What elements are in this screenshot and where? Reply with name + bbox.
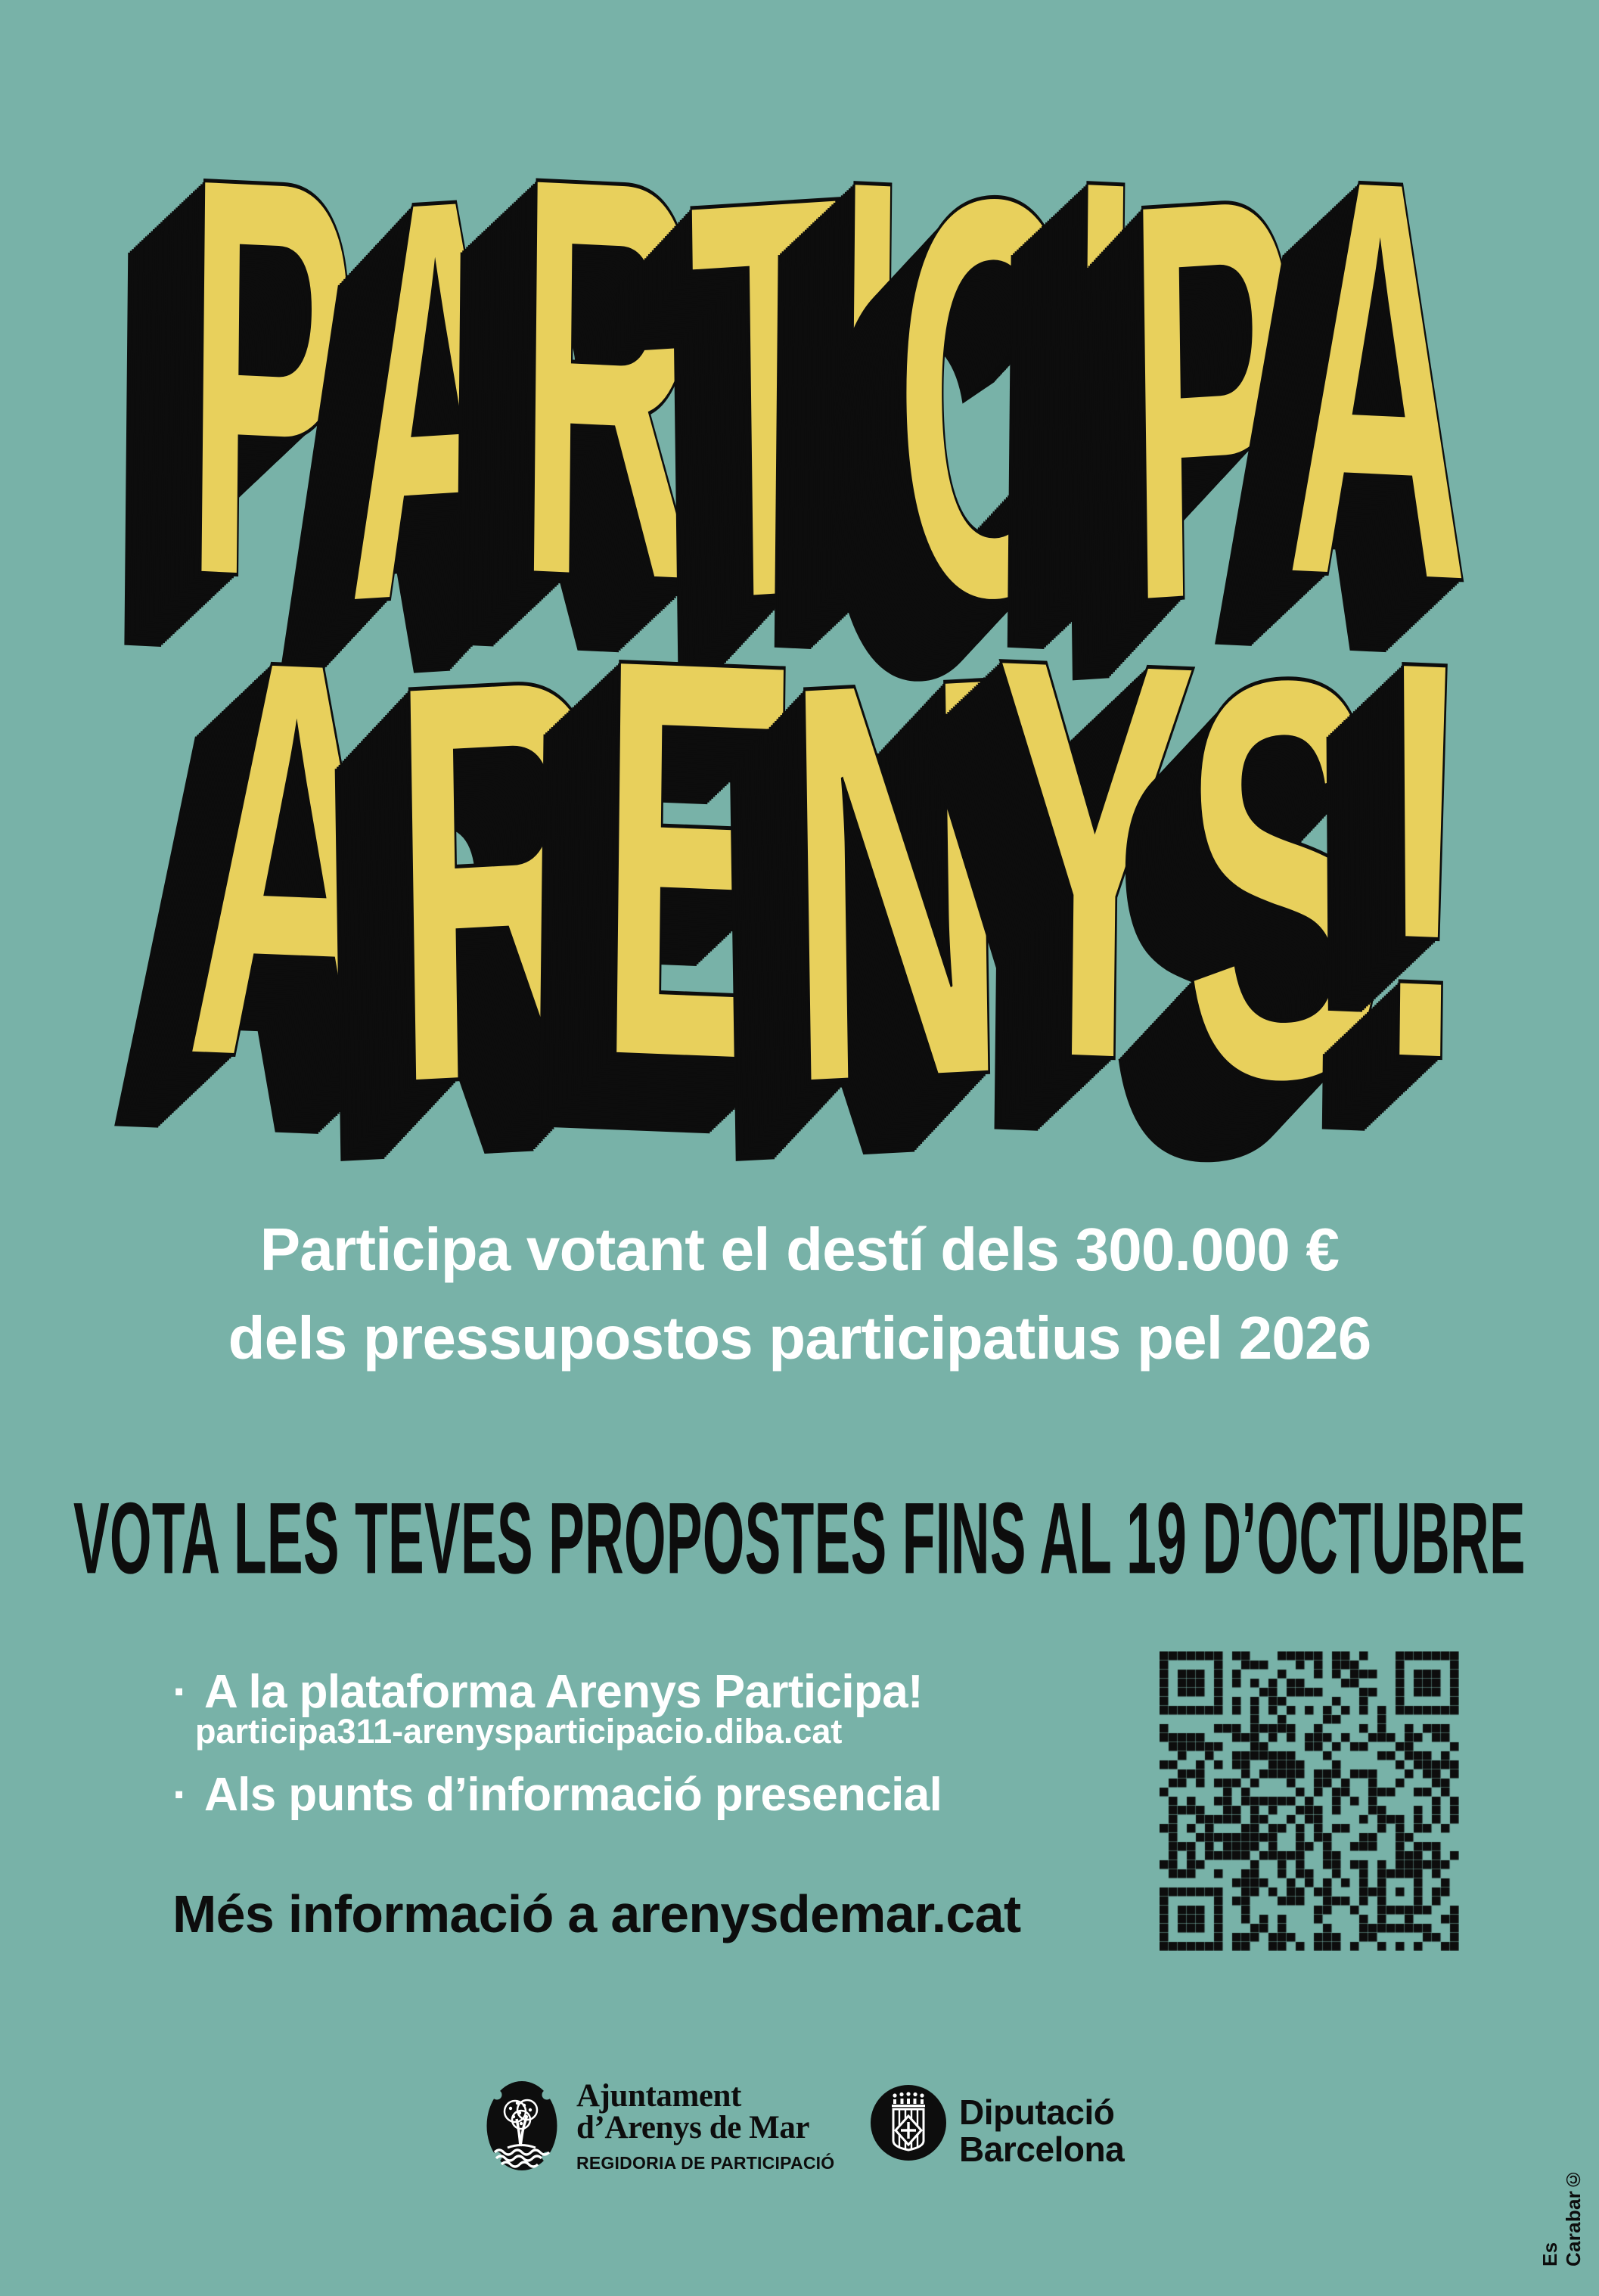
ajuntament-text-block [576, 2080, 834, 2173]
qr-canvas [1160, 1651, 1459, 1951]
title-text-arenys: ARENYS! [182, 538, 1464, 1204]
subtitle-line-1: Participa votant el destí dels 300.000 € [259, 1216, 1340, 1283]
poster-title-line-2 [182, 538, 1599, 1204]
subtitle-line-2: dels pressupostos participatius pel 2026 [228, 1304, 1371, 1372]
bullet-info-points-label: Als punts d’informació presencial [204, 1769, 942, 1821]
bullet-info-points [172, 1768, 942, 1822]
diputacio-name-line-2: Barcelona [959, 2130, 1125, 2169]
title-text-participa: PARTICIPA [182, 57, 1463, 723]
diputacio-name-line-1: Diputació [959, 2092, 1115, 2132]
platform-url-link[interactable]: participa311-arenysparticipacio.diba.cat [195, 1712, 843, 1751]
ajuntament-name-line-2: d’Arenys de Mar [576, 2110, 810, 2145]
diputacio-text-block [959, 2094, 1124, 2168]
bullet-dot: · [172, 1769, 188, 1821]
bullet-dot: · [172, 1666, 188, 1718]
ajuntament-name-line-1: Ajuntament [576, 2078, 741, 2114]
arenys-de-mar-emblem-icon [485, 2080, 559, 2172]
ajuntament-department: REGIDORIA DE PARTICIPACIÓ [576, 2153, 835, 2173]
bullet-platform-label: A la plataforma Arenys Participa! [204, 1666, 924, 1718]
deadline-heading: VOTA LES TEVES PROPOSTES FINS AL 19 D’OCTUBRE [73, 1481, 1526, 1595]
poster-title-line-1 [182, 57, 1599, 723]
design-credit: Es Carabar© [1538, 2167, 1585, 2266]
qr-code [1160, 1651, 1459, 1951]
diputacio-barcelona-emblem-icon [870, 2084, 947, 2161]
bullet-platform [172, 1665, 923, 1719]
more-info-link[interactable]: Més informació a arenysdemar.cat [172, 1884, 1021, 1943]
